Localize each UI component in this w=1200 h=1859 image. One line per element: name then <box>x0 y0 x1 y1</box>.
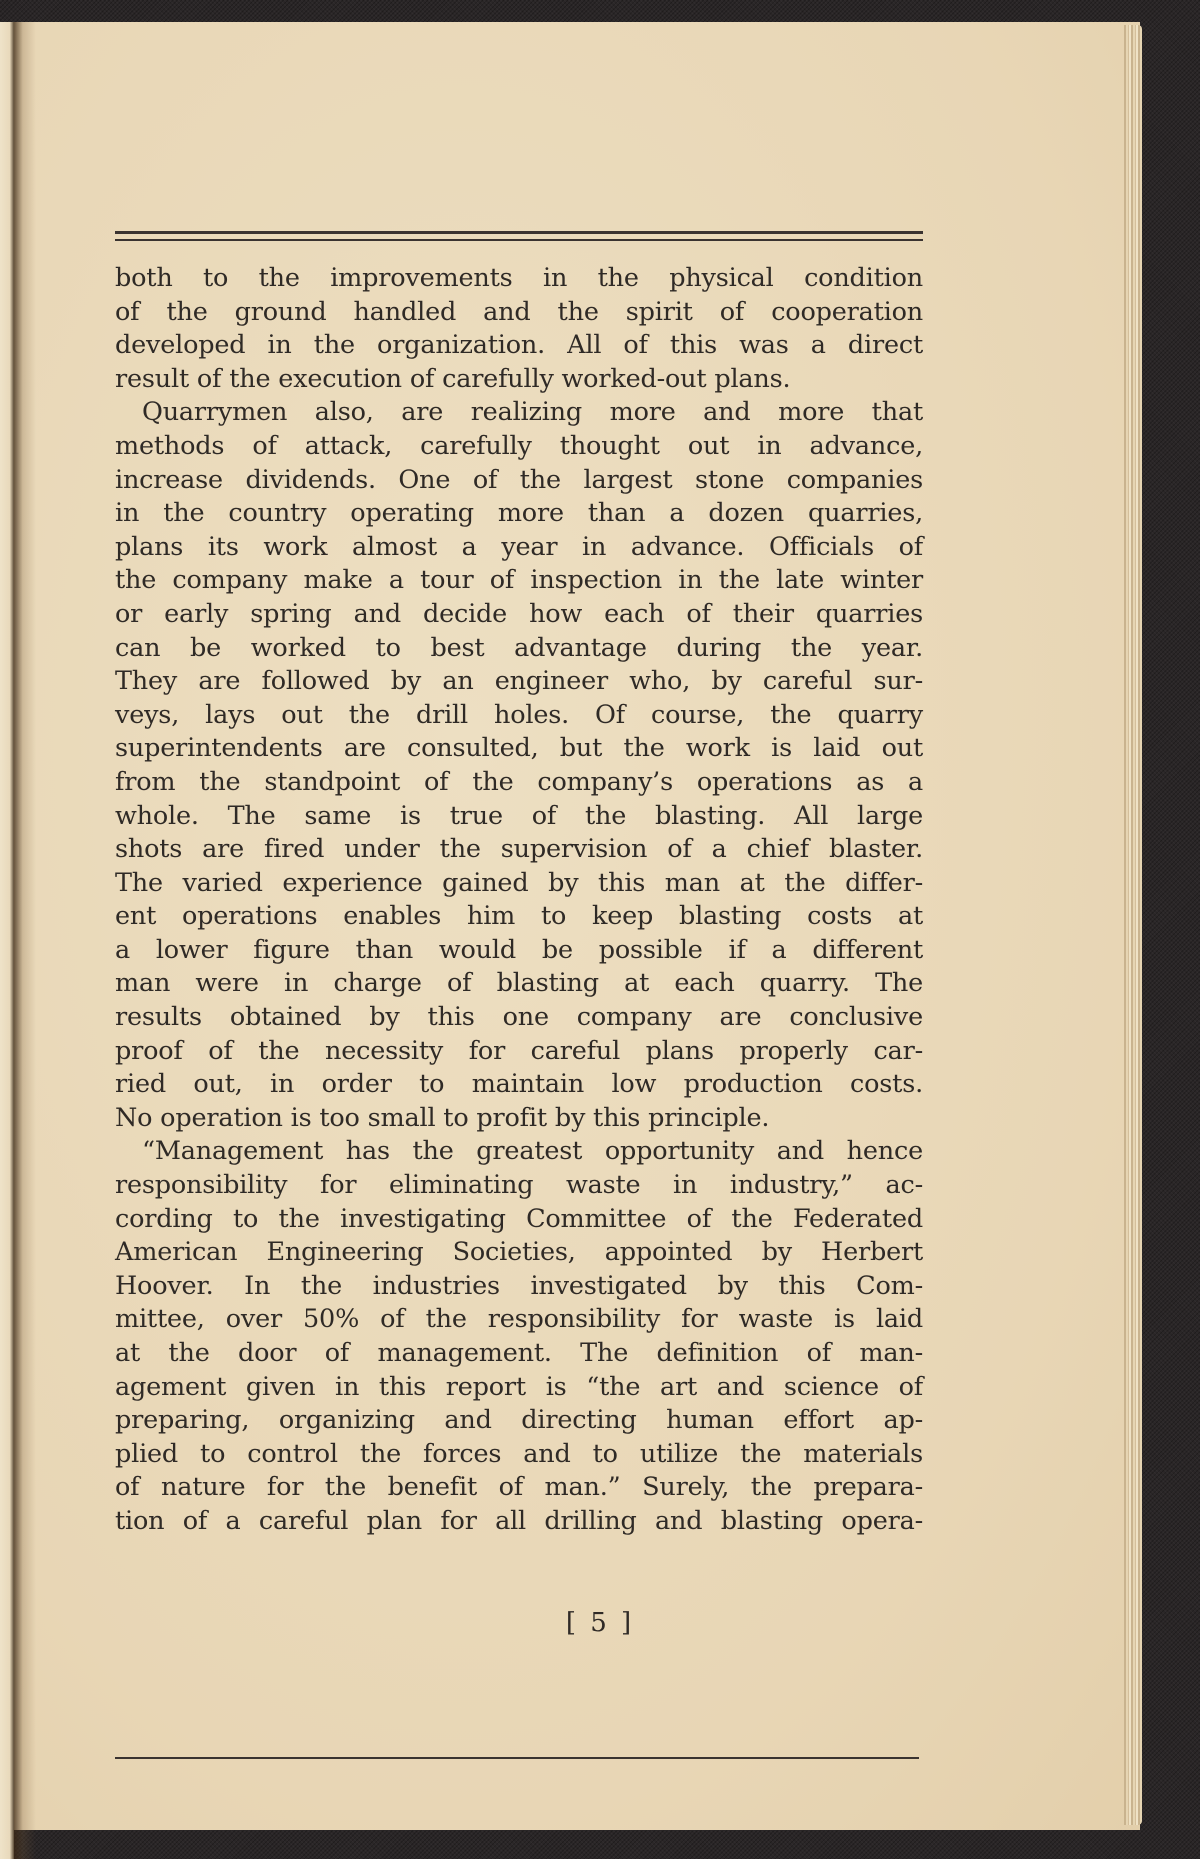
text-line: developed in the organization. All of this was a direct <box>115 330 923 361</box>
text-line: superintendents are consulted, but the work is laid out <box>115 733 923 764</box>
text-line: whole. The same is true of the blasting. All large <box>115 800 923 831</box>
text-line: plans its work almost a year in advance. Officials of <box>115 531 923 562</box>
text-line: man were in charge of blasting at each quarry. The <box>115 968 923 999</box>
text-line: both to the improvements in the physical condition <box>115 263 923 293</box>
text-line: methods of attack, carefully thought out in advance, <box>115 430 923 461</box>
text-line: tion of a careful plan for all drilling and blasting opera- <box>115 1505 923 1536</box>
text-line: ent operations enables him to keep blasting costs at <box>115 901 923 932</box>
text-line: can be worked to best advantage during the year. <box>115 632 923 663</box>
text-line: They are followed by an engineer who, by careful sur- <box>115 666 923 697</box>
text-line: Hoover. In the industries investigated by this Com- <box>115 1270 923 1301</box>
text-line: at the door of management. The definition of man- <box>115 1338 923 1368</box>
text-line: The varied experience gained by this man at the differ- <box>115 867 923 898</box>
text-line: shots are fired under the supervision of a chief blaster. <box>115 834 923 865</box>
text-line: cording to the investigating Committee of the Federated <box>115 1203 923 1234</box>
footer-rule <box>115 1757 919 1759</box>
header-rule-thick <box>115 231 923 234</box>
page-number: [ 5 ] <box>565 1608 635 1638</box>
text-line: “Management has the greatest opportunity and hence <box>142 1136 923 1167</box>
text-line: from the standpoint of the company’s operations as a <box>115 766 923 797</box>
text-line: ried out, in order to maintain low production costs. <box>115 1069 923 1100</box>
text-line: results obtained by this one company are conclusive <box>115 1002 923 1033</box>
text-line: result of the execution of carefully worked-out plans. <box>115 363 791 394</box>
text-line: in the country operating more than a dozen quarries, <box>115 498 923 529</box>
text-line: plied to control the forces and to utilize the materials <box>115 1438 923 1469</box>
text-line: proof of the necessity for careful plans properly car- <box>115 1035 923 1066</box>
text-line: veys, lays out the drill holes. Of course, the quarry <box>115 699 923 730</box>
text-line: or early spring and decide how each of their quarries <box>115 598 923 629</box>
text-line: American Engineering Societies, appointed by Herbert <box>115 1237 923 1268</box>
paragraph-1 <box>115 262 923 396</box>
text-line: Quarrymen also, are realizing more and more that <box>142 397 923 428</box>
text-line: responsibility for eliminating waste in industry,” ac- <box>115 1170 923 1201</box>
text-line: mittee, over 50% of the responsibility for waste is laid <box>115 1304 923 1335</box>
paragraph-2 <box>115 396 923 1135</box>
paragraph-3 <box>115 1135 923 1538</box>
text-line: of nature for the benefit of man.” Surely, the prepara- <box>115 1472 923 1503</box>
text-line: of the ground handled and the spirit of cooperation <box>115 296 923 327</box>
body-text <box>115 262 923 1539</box>
stacked-page-edges <box>1124 25 1142 1825</box>
text-line: increase dividends. One of the largest stone companies <box>115 464 923 495</box>
text-line: agement given in this report is “the art and science of <box>115 1371 923 1402</box>
text-line: the company make a tour of inspection in the late winter <box>115 565 923 596</box>
text-line: preparing, organizing and directing human effort ap- <box>115 1405 923 1436</box>
text-line: No operation is too small to profit by this principle. <box>115 1102 770 1133</box>
left-page-edge <box>0 22 14 1859</box>
text-line: a lower figure than would be possible if a different <box>115 934 923 965</box>
header-rule-thin <box>115 239 923 241</box>
gutter-shadow <box>14 22 36 1859</box>
